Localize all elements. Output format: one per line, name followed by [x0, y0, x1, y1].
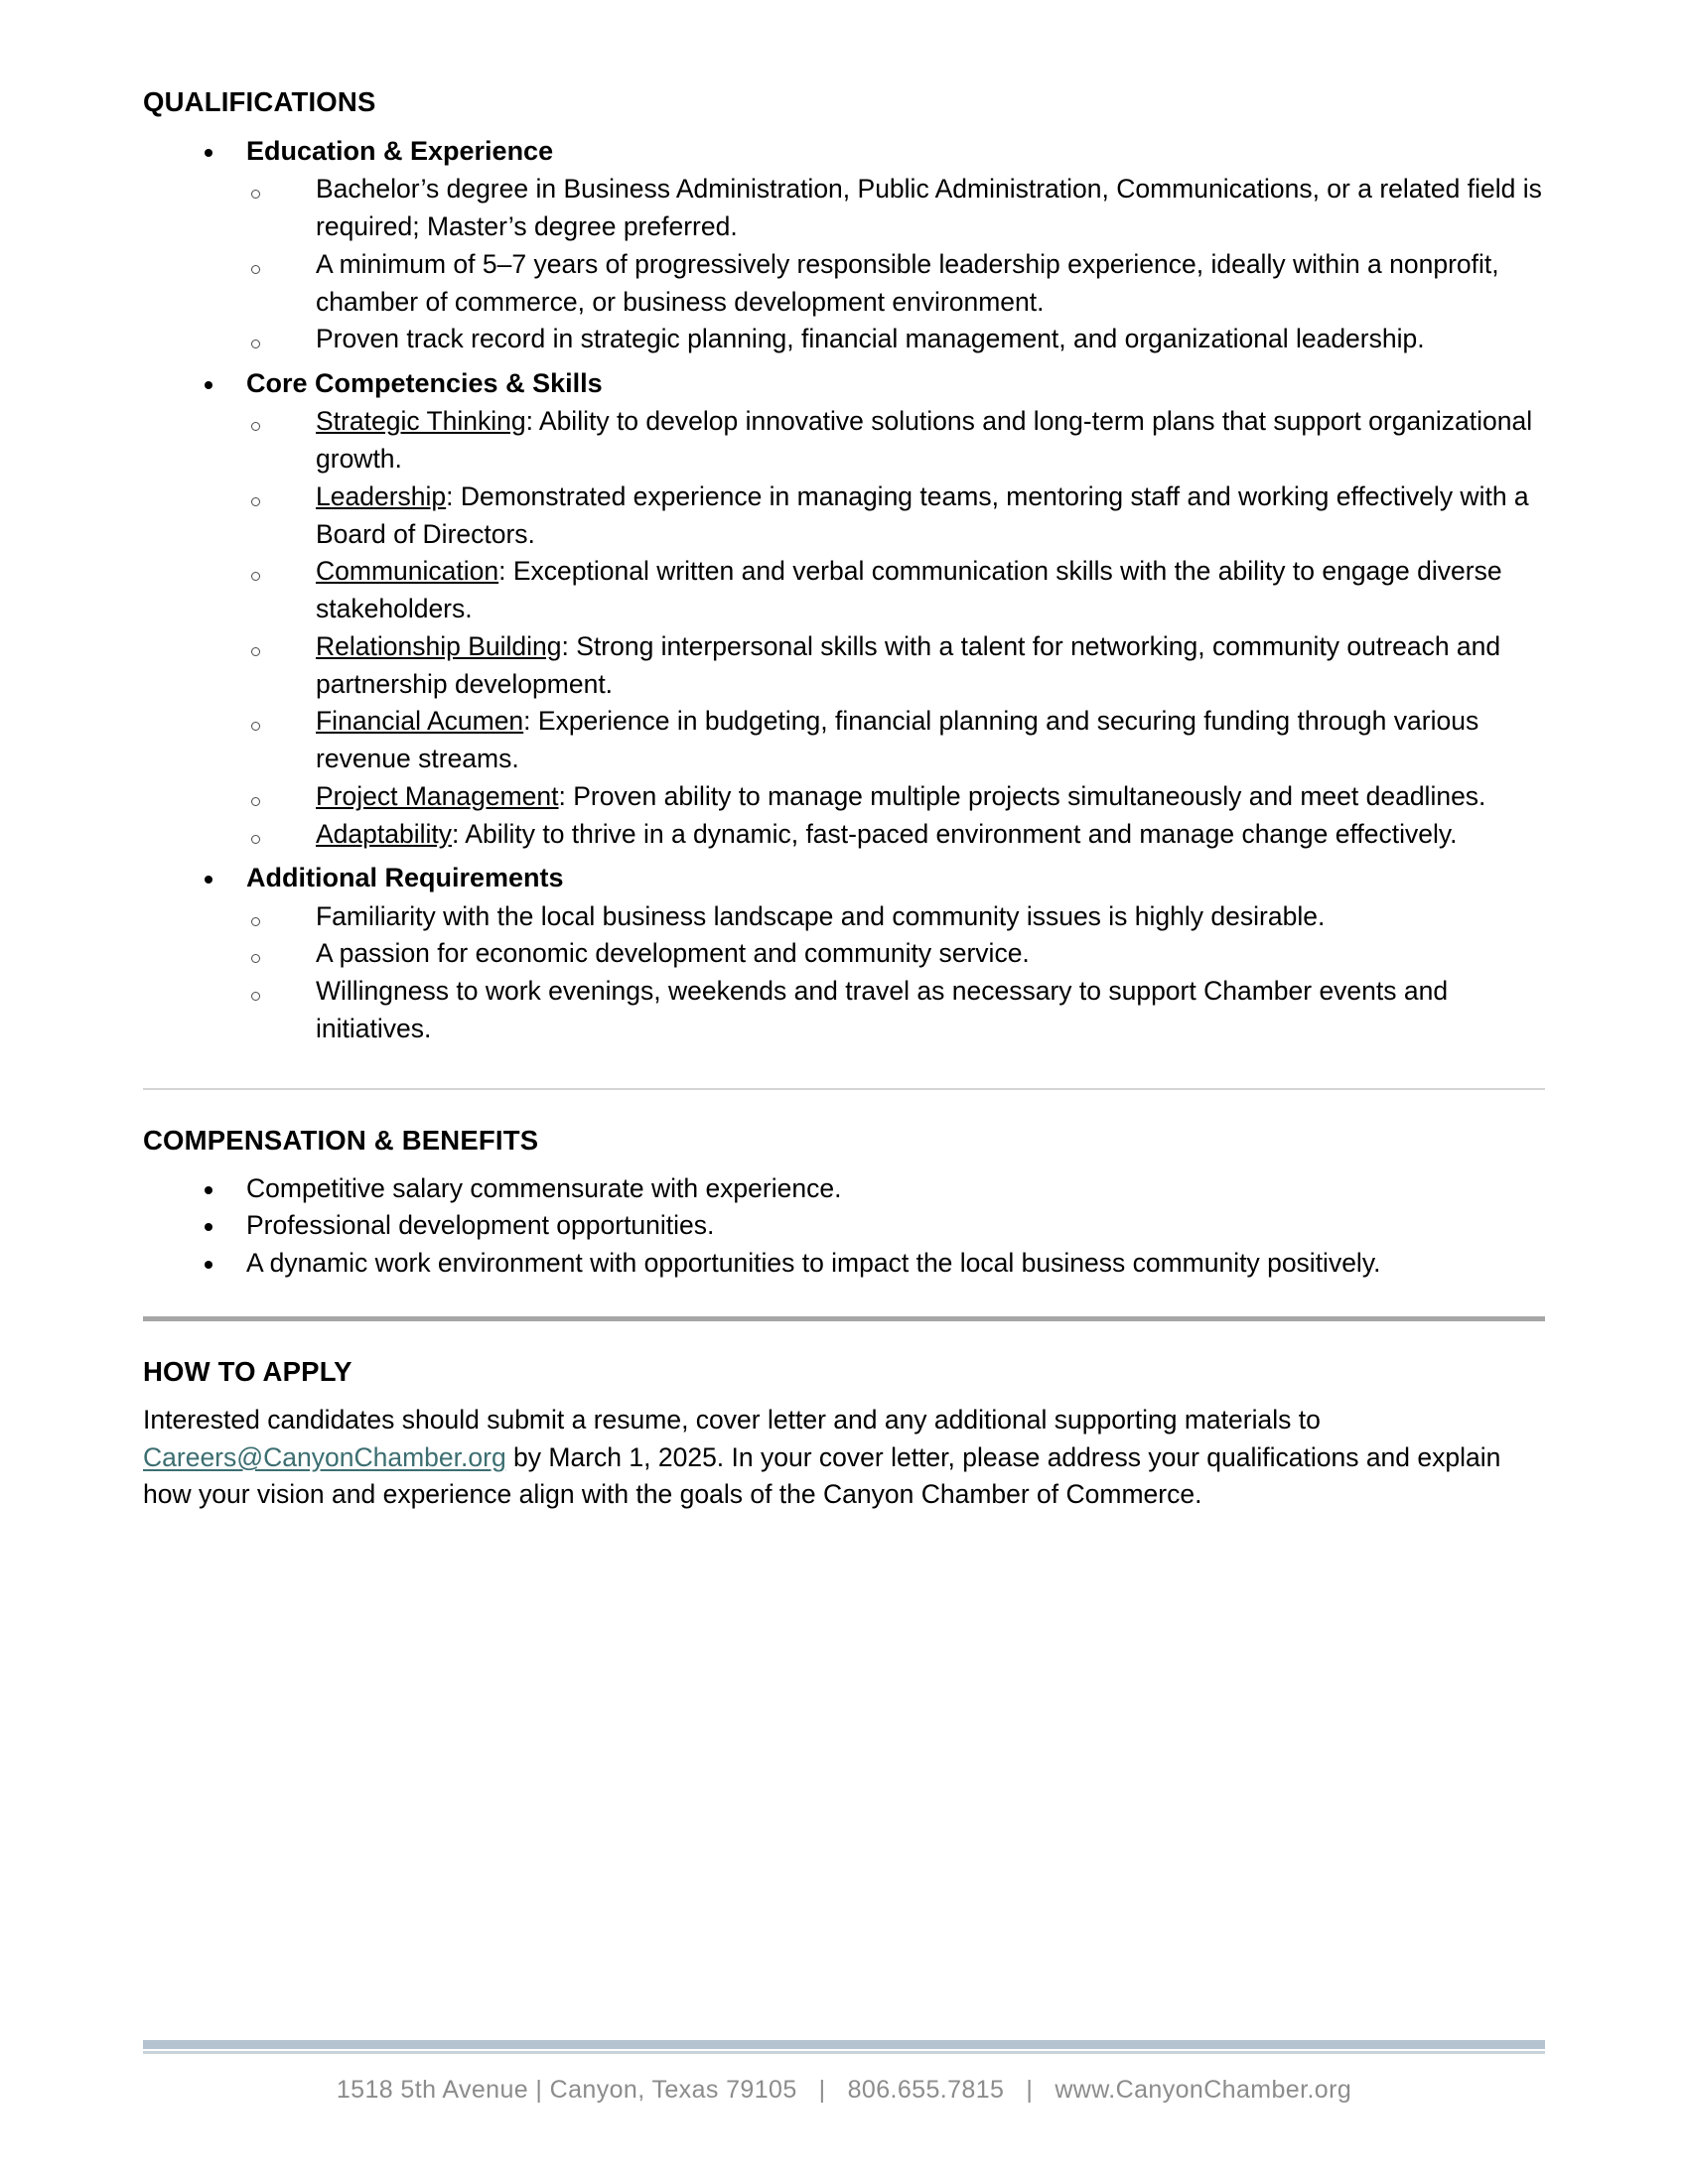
- group-item-list: [246, 403, 1545, 853]
- list-item: [246, 778, 1545, 816]
- list-item-text: : Proven ability to manage multiple projects simultaneously and meet deadlines.: [558, 780, 1486, 811]
- careers-email-link[interactable]: Careers@CanyonChamber.org: [143, 1441, 506, 1472]
- list-item: [246, 321, 1545, 358]
- list-item: [143, 1245, 1545, 1283]
- list-item: [246, 898, 1545, 936]
- competency-term: Financial Acumen: [316, 706, 524, 737]
- bullet-circle-icon: [251, 954, 260, 963]
- qualification-group: [143, 859, 1545, 1047]
- bullet-circle-icon: [251, 340, 260, 348]
- bullet-circle-icon: [251, 497, 260, 506]
- bullet-circle-icon: [251, 835, 260, 844]
- bullet-circle-icon: [251, 572, 260, 581]
- group-item-list: [246, 898, 1545, 1048]
- footer-rule-thick: [143, 2040, 1545, 2049]
- group-label: Additional Requirements: [246, 863, 564, 893]
- how-to-apply-paragraph: [143, 1402, 1545, 1514]
- footer-contact-line: 1518 5th Avenue | Canyon, Texas 79105 | 806.655.7815 | www.CanyonChamber.org: [336, 2076, 1352, 2104]
- qualifications-group-list: [143, 132, 1545, 1048]
- competency-term: Leadership: [316, 480, 447, 511]
- spacer: [143, 1283, 1545, 1316]
- group-label: Core Competencies & Skills: [246, 368, 603, 399]
- paragraph-text-after: by March 1, 2025. In your cover letter, please address your qualifications and explain how your vision and experience align with the goals of the Canyon Chamber of Commerce.: [143, 1441, 1501, 1510]
- list-item: [246, 478, 1545, 554]
- list-item: [246, 171, 1545, 246]
- list-item-text: A minimum of 5–7 years of progressively responsible leadership experience, ideally within a nonprofit, chamber of commerce, or business development environment.: [316, 248, 1499, 317]
- document-content: [143, 85, 1545, 1514]
- list-item: [246, 816, 1545, 854]
- list-item-text: : Experience in budgeting, financial planning and securing funding through various revenue streams.: [316, 706, 1479, 774]
- competency-term: Project Management: [316, 780, 559, 811]
- list-item: [246, 553, 1545, 628]
- bullet-disc-icon: [205, 1186, 212, 1194]
- list-item: [246, 973, 1545, 1048]
- group-label: Education & Experience: [246, 136, 554, 166]
- competency-term: Relationship Building: [316, 630, 562, 661]
- bullet-circle-icon: [251, 992, 260, 1001]
- section-heading-qualifications: QUALIFICATIONS: [143, 86, 376, 117]
- bullet-disc-icon: [205, 381, 212, 389]
- list-item: [246, 935, 1545, 973]
- list-item-text: Familiarity with the local business landscape and community issues is highly desirable.: [316, 900, 1326, 931]
- list-item-text: : Ability to develop innovative solutions and long-term plans that support organizational growth.: [316, 406, 1533, 475]
- list-item: [246, 246, 1545, 322]
- list-item-text: A passion for economic development and community service.: [316, 938, 1030, 969]
- bullet-circle-icon: [251, 647, 260, 656]
- spacer: [143, 1054, 1545, 1088]
- list-item-text: : Ability to thrive in a dynamic, fast-paced environment and manage change effectively.: [452, 818, 1458, 849]
- list-item-text: : Strong interpersonal skills with a talent for networking, community outreach and partnership development.: [316, 630, 1501, 699]
- list-item: [246, 403, 1545, 478]
- paragraph-text-before: Interested candidates should submit a resume, cover letter and any additional supporting materials to: [143, 1404, 1321, 1434]
- list-item: [143, 1170, 1545, 1208]
- bullet-circle-icon: [251, 797, 260, 806]
- list-item-text: Proven track record in strategic planning, financial management, and organizational leadership.: [316, 324, 1425, 354]
- spacer: [143, 1090, 1545, 1124]
- bullet-disc-icon: [205, 1261, 212, 1269]
- list-item-text: : Exceptional written and verbal communication skills with the ability to engage diverse stakeholders.: [316, 556, 1502, 624]
- bullet-circle-icon: [251, 422, 260, 431]
- spacer: [143, 1321, 1545, 1355]
- qualification-group: [143, 132, 1545, 358]
- list-item-text: Competitive salary commensurate with experience.: [246, 1172, 842, 1203]
- list-item-text: Professional development opportunities.: [246, 1210, 715, 1241]
- list-item: [246, 703, 1545, 778]
- bullet-circle-icon: [251, 722, 260, 731]
- list-item: [143, 1207, 1545, 1245]
- list-item-text: Bachelor’s degree in Business Administration, Public Administration, Communications, or a related field is required; Master’s degree preferred.: [316, 174, 1542, 242]
- group-item-list: [246, 171, 1545, 358]
- section-heading-compensation: COMPENSATION & BENEFITS: [143, 1124, 539, 1156]
- compensation-list: [143, 1170, 1545, 1283]
- bullet-circle-icon: [251, 190, 260, 199]
- competency-term: Adaptability: [316, 818, 453, 849]
- bullet-circle-icon: [251, 917, 260, 926]
- list-item-text: Willingness to work evenings, weekends and travel as necessary to support Chamber events and initiatives.: [316, 976, 1449, 1043]
- list-item-text: : Demonstrated experience in managing teams, mentoring staff and working effectively with a Board of Directors.: [316, 480, 1529, 549]
- footer-rule-thin: [143, 2051, 1545, 2054]
- competency-term: Communication: [316, 556, 499, 587]
- list-item-text: A dynamic work environment with opportunities to impact the local business community positively.: [246, 1248, 1381, 1279]
- competency-term: Strategic Thinking: [316, 406, 526, 437]
- bullet-circle-icon: [251, 265, 260, 274]
- list-item: [246, 628, 1545, 704]
- page-footer: [143, 2040, 1545, 2105]
- bullet-disc-icon: [205, 876, 212, 884]
- qualification-group: [143, 364, 1545, 853]
- bullet-disc-icon: [205, 149, 212, 157]
- section-heading-how-to-apply: HOW TO APPLY: [143, 1355, 352, 1387]
- bullet-disc-icon: [205, 1223, 212, 1231]
